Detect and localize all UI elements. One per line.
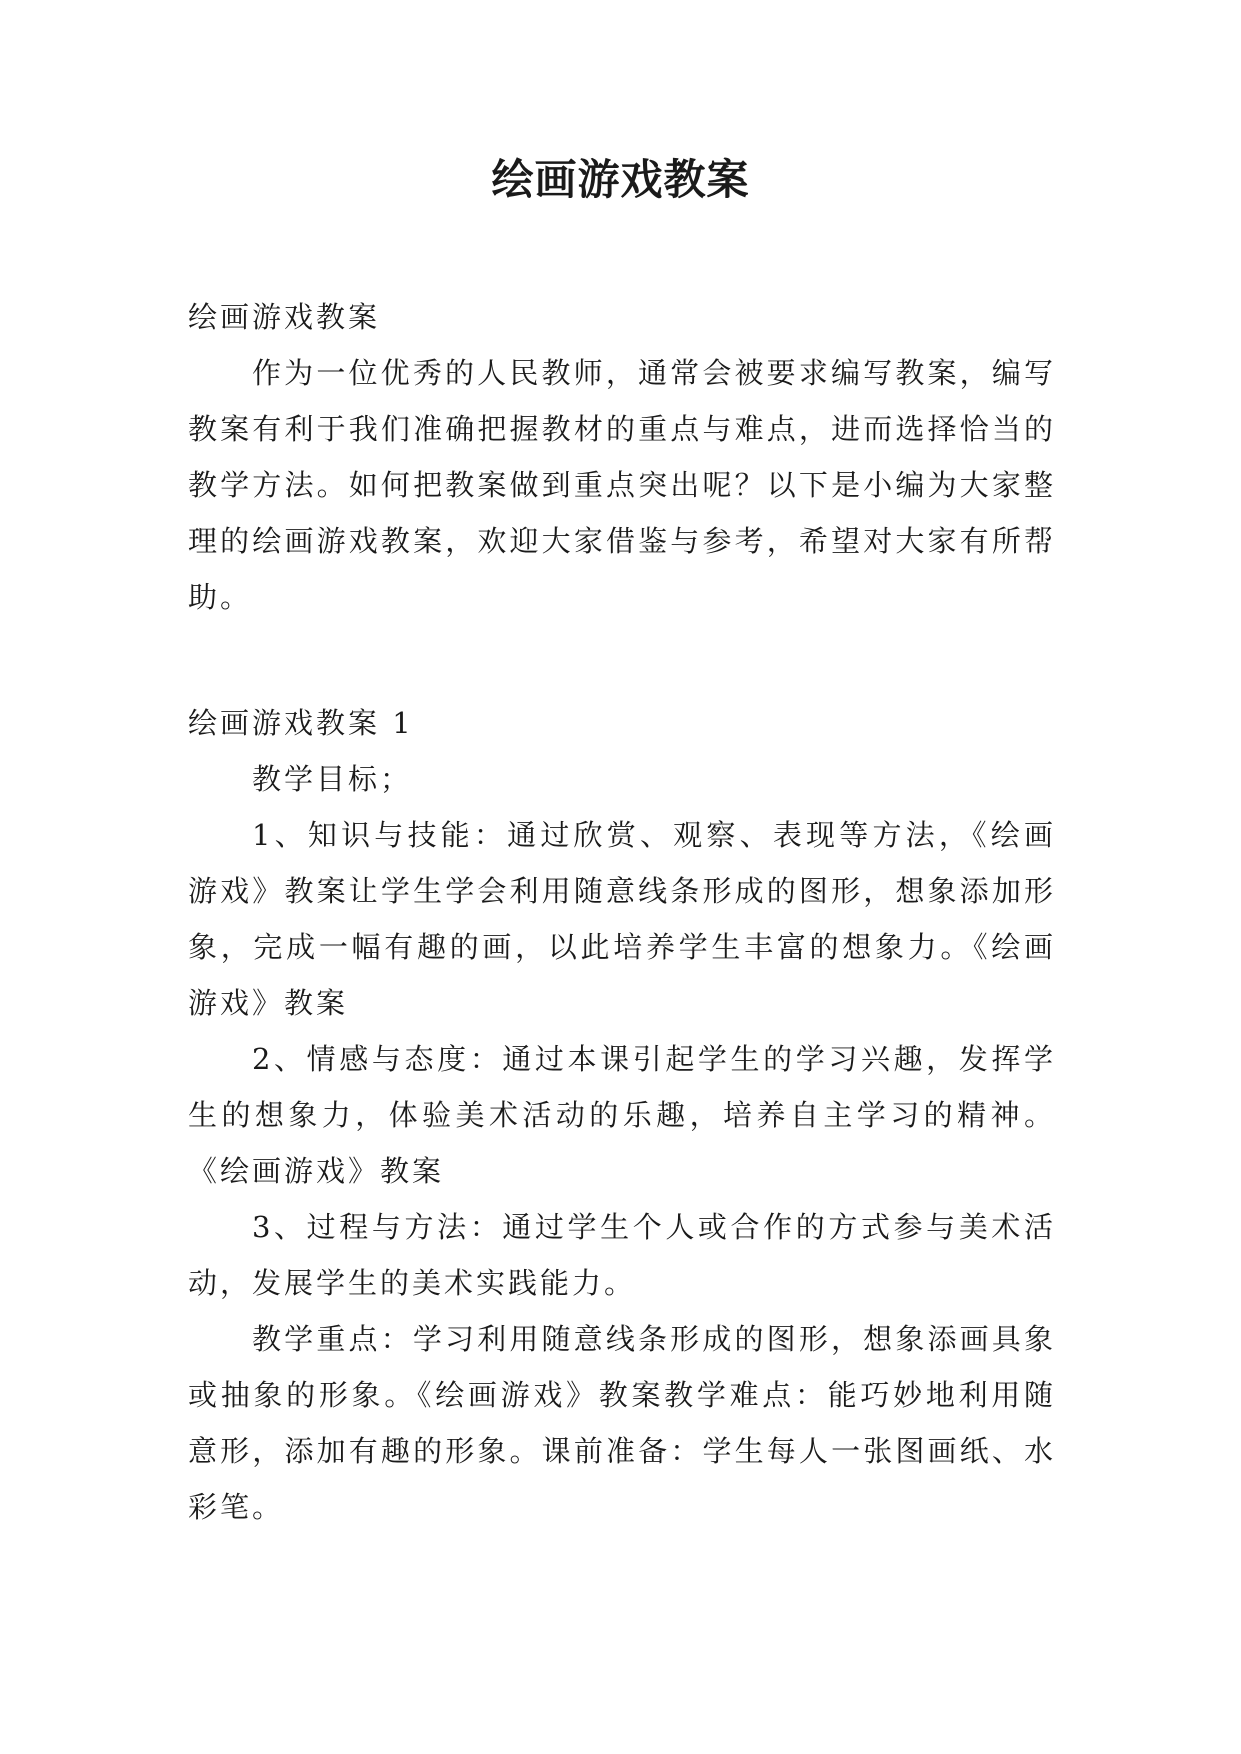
section1-goal-1: 1、知识与技能：通过欣赏、观察、表现等方法，《绘画游戏》教案让学生学会利用随意线条形成的图形，想象添加形象，完成一幅有趣的画，以此培养学生丰富的想象力。《绘画游戏》教案	[188, 818, 1056, 1020]
document-title: 绘画游戏教案	[491, 155, 750, 204]
intro-paragraph: 作为一位优秀的人民教师，通常会被要求编写教案，编写教案有利于我们准确把握教材的重点与难点，进而选择恰当的教学方法。如何把教案做到重点突出呢？以下是小编为大家整理的绘画游戏教案，欢迎大家借鉴与参考，希望对大家有所帮助。	[188, 356, 1056, 614]
intro-heading: 绘画游戏教案	[188, 300, 381, 334]
section1-goal-3: 3、过程与方法：通过学生个人或合作的方式参与美术活动，发展学生的美术实践能力。	[188, 1210, 1056, 1300]
section1-goals-label: 教学目标；	[252, 762, 413, 796]
section1-goal-2: 2、情感与态度：通过本课引起学生的学习兴趣，发挥学生的想象力，体验美术活动的乐趣，培养自主学习的精神。《绘画游戏》教案	[188, 1042, 1056, 1188]
section1-key-points: 教学重点：学习利用随意线条形成的图形，想象添画具象或抽象的形象。《绘画游戏》教案教学难点：能巧妙地利用随意形，添加有趣的形象。课前准备：学生每人一张图画纸、水彩笔。	[188, 1322, 1056, 1524]
section1-heading: 绘画游戏教案 1	[188, 706, 414, 740]
document-body	[188, 289, 1056, 1535]
